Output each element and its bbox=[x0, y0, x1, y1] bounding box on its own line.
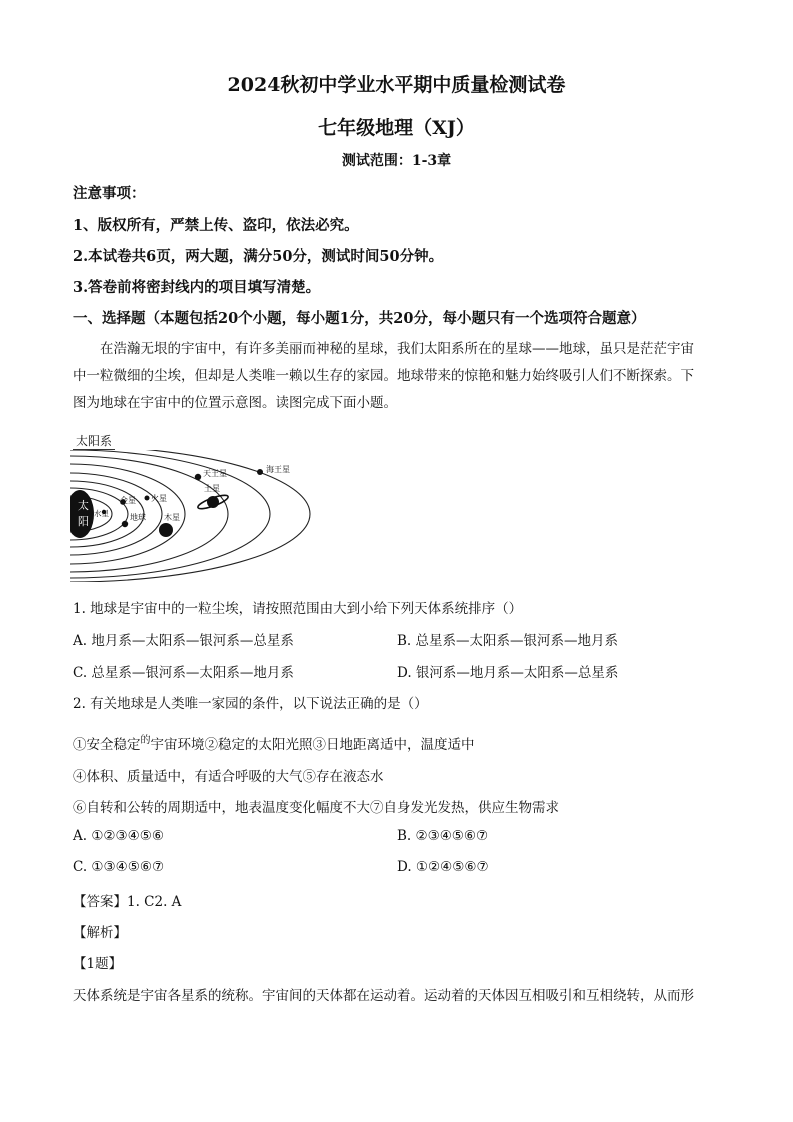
q2-statement-line-2: ④体积、质量适中，有适合呼吸的大气⑤存在液态水 bbox=[73, 769, 384, 785]
label-earth: 地球 bbox=[130, 513, 146, 522]
q1-option-a: A. 地月系—太阳系—银河系—总星系 bbox=[73, 633, 294, 649]
q2-statement-line-1: ①安全稳定$^的$宇宙环境②稳定的太阳光照③日地距离适中，温度适中 bbox=[73, 735, 475, 753]
label-uranus: 天王星 bbox=[203, 469, 227, 478]
q1-option-c: C. 总星系—银河系—太阳系—地月系 bbox=[73, 665, 294, 681]
label-jupiter: 木星 bbox=[164, 513, 180, 522]
intro-paragraph bbox=[73, 336, 723, 417]
q1-option-b: B. 总星系—太阳系—银河系—地月系 bbox=[397, 633, 619, 649]
q2-statement-line-3: ⑥自转和公转的周期适中，地表温度变化幅度不大⑦自身发光发热，供应生物需求 bbox=[73, 800, 559, 816]
sun bbox=[70, 490, 94, 538]
section-heading: 一、选择题（本题包括20个小题，每小题1分，共20分，每小题只有一个选项符合题意） bbox=[73, 310, 646, 327]
question-1-stem: 1. 地球是宇宙中的一粒尘埃，请按照范围由大到小给下列天体系统排序（） bbox=[73, 601, 523, 617]
planet-jupiter bbox=[159, 523, 173, 537]
answer-line: 【答案】1. C2. A bbox=[73, 894, 182, 910]
q2-option-c: C. ①③④⑤⑥⑦ bbox=[73, 859, 165, 875]
planet-neptune bbox=[257, 469, 263, 475]
q2-option-d: D. ①②④⑤⑥⑦ bbox=[397, 859, 489, 875]
planet-mars bbox=[145, 496, 150, 501]
intro-line-1: 在浩瀚无垠的宇宙中，有许多美丽而神秘的星球，我们太阳系所在的星球——地球，虽只是茫茫宇宙 bbox=[100, 341, 694, 357]
figure-title: 太阳系 bbox=[73, 432, 115, 449]
planet-uranus bbox=[195, 474, 201, 480]
question-2-stem: 2. 有关地球是人类唯一家园的条件，以下说法正确的是（） bbox=[73, 696, 428, 712]
planet-earth bbox=[122, 521, 128, 527]
q2-option-a: A. ①②③④⑤⑥ bbox=[73, 828, 164, 844]
label-mercury: 水星 bbox=[94, 509, 109, 518]
analysis-heading: 【解析】 bbox=[73, 925, 127, 941]
sun-label-top: 太 bbox=[78, 499, 89, 512]
intro-line-3: 图为地球在宇宙中的位置示意图。读图完成下面小题。 bbox=[73, 395, 397, 411]
q2-option-b: B. ②③④⑤⑥⑦ bbox=[397, 828, 489, 844]
page-subtitle: 七年级地理（XJ） bbox=[318, 117, 475, 139]
notice-item-3: 3.答卷前将密封线内的项目填写清楚。 bbox=[73, 279, 321, 296]
label-saturn: 土星 bbox=[204, 484, 220, 493]
notice-heading: 注意事项： bbox=[73, 185, 146, 202]
analysis-q1-tag: 【1题】 bbox=[73, 956, 123, 972]
label-venus: 金星 bbox=[120, 496, 136, 505]
page-title: 2024秋初中学业水平期中质量检测试卷 bbox=[227, 74, 566, 96]
notice-item-2: 2.本试卷共6页，两大题，满分50分，测试时间50分钟。 bbox=[73, 248, 444, 265]
sun-label-bottom: 阳 bbox=[78, 515, 89, 528]
test-scope: 测试范围：1-3章 bbox=[341, 153, 452, 169]
analysis-q1-text: 天体系统是宇宙各星系的统称。宇宙间的天体都在运动着。运动着的天体因互相吸引和互相绕转，从而形 bbox=[73, 988, 694, 1004]
label-mars: 火星 bbox=[151, 494, 167, 503]
q1-option-d: D. 银河系—地月系—太阳系—总星系 bbox=[397, 665, 619, 681]
notice-item-1: 1、版权所有，严禁上传、盗印，依法必究。 bbox=[73, 217, 359, 234]
solar-system-diagram bbox=[70, 450, 330, 582]
intro-line-2: 中一粒微细的尘埃，但却是人类唯一赖以生存的家园。地球带来的惊艳和魅力始终吸引人们不断探索。下 bbox=[73, 368, 694, 384]
label-neptune: 海王星 bbox=[266, 465, 290, 474]
